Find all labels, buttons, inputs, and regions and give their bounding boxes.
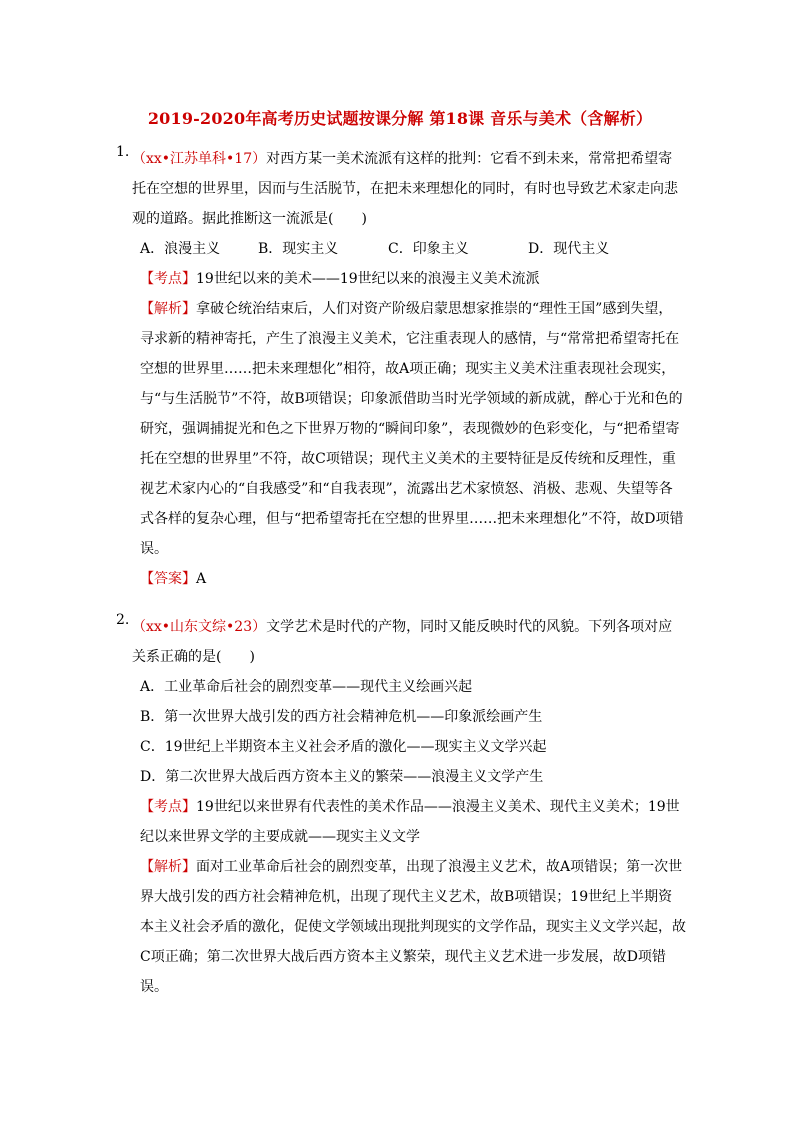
- page-title: 2019-2020年高考历史试题按课分解 第18课 音乐与美术（含解析）: [147, 109, 653, 128]
- question-2-kaodian: [116, 792, 686, 852]
- question-1-option-a: A．浪漫主义: [140, 241, 221, 257]
- question-1-options: [116, 234, 686, 264]
- question-1-source: （xx•江苏单科•17）: [132, 151, 267, 167]
- question-1-number: 1.: [116, 144, 130, 160]
- question-1-jiexi-text: 拿破仑统治结束后，人们对资产阶级启蒙思想家推崇的“理性王国”感到失望，寻求新的精神寄托，产生了浪漫主义美术，它注重表现人的感情，与“常常把希望寄托在空想的世界里……把未来理想化”相符，故A项正确；现实主义美术注重表现社会现实，与“与生活脱节”不符，故B项错误；印象派借助当时光学领域的新成就，醉心于光和色的研究，强调捕捉光和色之下世界万物的“瞬间印象”，表现微妙的色彩变化，与“把希望寄托在空想的世界里”不符，故C项错误；现代主义美术的主要特征是反传统和反理性，重视艺术家内心的“自我感受”和“自我表现”，流露出艺术家愤怒、消极、悲观、失望等各式各样的复杂心理，但与“把希望寄托在空想的世界里……把未来理想化”不符，故D项错误。: [140, 301, 684, 557]
- question-2-option-b: B．第一次世界大战引发的西方社会精神危机——印象派绘画产生: [140, 709, 543, 725]
- question-2-kaodian-tag: 【考点】: [140, 799, 196, 815]
- question-1-answer: [116, 564, 686, 594]
- question-1-jiexi: [116, 294, 686, 564]
- question-2-kaodian-text: 19世纪以来世界有代表性的美术作品——浪漫主义美术、现代主义美术；19世纪以来世界文学的主要成就——现实主义文学: [140, 799, 680, 845]
- question-1-kaodian: [116, 264, 686, 294]
- question-1: [116, 144, 686, 594]
- question-1-kaodian-tag: 【考点】: [140, 271, 196, 287]
- question-1-jiexi-tag: 【解析】: [140, 301, 196, 317]
- question-2-jiexi-tag: 【解析】: [140, 859, 196, 875]
- question-2-option-d: D．第二次世界大战后西方资本主义的繁荣——浪漫主义文学产生: [140, 769, 544, 785]
- question-2-jiexi-text: 面对工业革命后社会的剧烈变革，出现了浪漫主义艺术，故A项错误；第一次世界大战引发的西方社会精神危机，出现了现代主义艺术，故B项错误；19世纪上半期资本主义社会矛盾的激化，促使文学领域出现批判现实的文学作品，现实主义文学兴起，故C项正确；第二次世界大战后西方资本主义繁荣，现代主义艺术进一步发展，故D项错误。: [140, 859, 686, 995]
- question-1-option-c: C．印象主义: [388, 241, 469, 257]
- question-1-stem-block: [116, 144, 686, 234]
- question-2-number: 2.: [116, 612, 130, 628]
- question-1-option-d: D．现代主义: [528, 241, 610, 257]
- question-1-answer-tag: 【答案】: [140, 571, 196, 587]
- question-1-option-b: B．现实主义: [258, 241, 339, 257]
- question-1-kaodian-text: 19世纪以来的美术——19世纪以来的浪漫主义美术流派: [196, 271, 540, 287]
- question-2-stem: 文学艺术是时代的产物，同时又能反映时代的风貌。下列各项对应关系正确的是( ): [132, 619, 673, 665]
- question-2-source: （xx•山东文综•23）: [132, 619, 267, 635]
- question-2: [116, 612, 686, 1002]
- question-2-jiexi: [116, 852, 686, 1002]
- question-2-stem-block: [116, 612, 686, 672]
- question-2-option-a: A．工业革命后社会的剧烈变革——现代主义绘画兴起: [140, 679, 473, 695]
- question-1-answer-text: A: [196, 571, 207, 587]
- question-1-stem: 对西方某一美术流派有这样的批判：它看不到未来，常常把希望寄托在空想的世界里，因而与生活脱节，在把未来理想化的同时，有时也导致艺术家走向悲观的道路。据此推断这一流派是( ): [132, 151, 678, 227]
- question-2-option-c: C．19世纪上半期资本主义社会矛盾的激化——现实主义文学兴起: [140, 739, 547, 755]
